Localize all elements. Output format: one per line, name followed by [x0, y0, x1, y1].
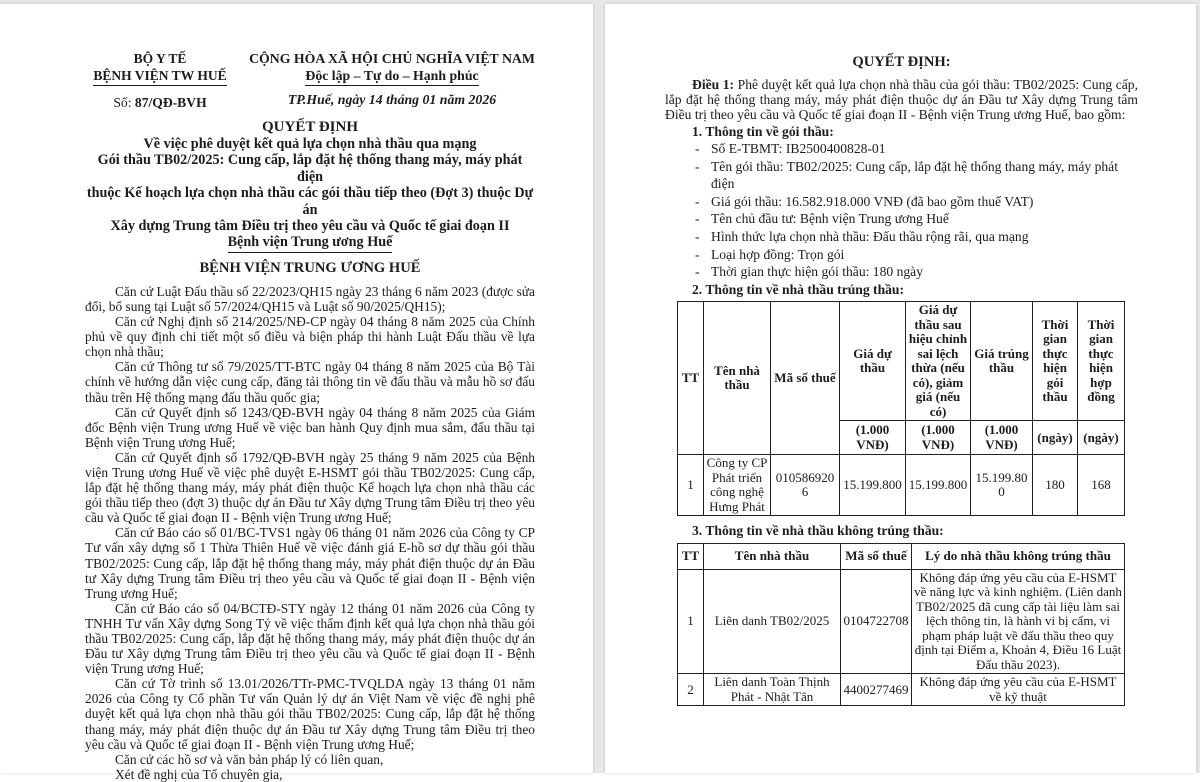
place-date: TP.Huế, ngày 14 tháng 01 năm 2026	[287, 92, 497, 107]
table-cell: Liên danh TB02/2025	[704, 569, 841, 674]
section-2-heading: 2. Thông tin về nhà thầu trúng thầu:	[692, 281, 905, 297]
list-item-text: Loại hợp đồng: Trọn gói	[711, 246, 845, 262]
decision-subtitle-line: Bệnh viện Trung ương Huế	[85, 234, 535, 252]
package-info-list	[665, 140, 1138, 281]
table-cell: 0105869206	[771, 455, 840, 516]
list-item-text: Hình thức lựa chọn nhà thầu: Đấu thầu rộng rãi, qua mạng	[711, 229, 1029, 245]
table-cell: 1	[678, 569, 704, 674]
list-item-text: Thời gian thực hiện gói thầu: 180 ngày	[711, 264, 924, 280]
table-cell: 0104722708	[841, 569, 912, 674]
table-header-cell: Giá dự thầu sau hiệu chỉnh sai lệch thừa (nếu có), giảm giá (nếu có)	[906, 302, 971, 421]
table-header-cell: TT	[678, 302, 704, 455]
ministry-name: BỘ Y TẾ	[133, 51, 187, 66]
table-cell: 4400277469	[841, 674, 912, 706]
list-item	[695, 263, 1138, 281]
table-cell: 1	[678, 455, 704, 516]
legal-basis-paragraph: Căn cứ Nghị định số 214/2025/NĐ-CP ngày 04 tháng 8 năm 2025 của Chính phủ về quy định chi tiết một số điều và biện pháp thi hành Luật Đấu thầu về lựa chọn nhà thầu;	[85, 314, 535, 360]
table-header-cell: Thời gian thực hiện gói thầu	[1033, 302, 1078, 421]
table-header-cell: Mã số thuế	[841, 543, 912, 569]
issuer-block	[85, 50, 235, 111]
legal-basis-section	[85, 284, 535, 782]
legal-basis-paragraph: Căn cứ các hồ sơ và văn bản pháp lý có liên quan,	[115, 751, 384, 767]
legal-basis-paragraph: Căn cứ Báo cáo số 01/BC-TVS1 ngày 06 tháng 01 năm 2026 của Công ty CP Tư vấn xây dựng số 1 Thừa Thiên Huế về việc đánh giá E-hồ sơ dự thầu gói thầu TB02/2025: Cung cấp, lắp đặt hệ thống thang máy, máy phát điện thuộc dự án Đầu tư Xây dựng Trung tâm Điều trị theo yêu cầu và Quốc tế giai đoạn II - Bệnh viện Trung ương Huế;	[85, 525, 535, 601]
table-cell: Công ty CP Phát triển công nghệ Hưng Phát	[704, 455, 771, 516]
list-item-text: Tên gói thầu: TB02/2025: Cung cấp, lắp đặt hệ thống thang máy, máy phát điện	[711, 158, 1118, 192]
list-item	[695, 228, 1138, 246]
decision-subtitle-line: Gói thầu TB02/2025: Cung cấp, lắp đặt hệ thống thang máy, máy phát điện	[97, 152, 523, 185]
legal-basis-paragraph: Căn cứ Thông tư số 79/2025/TT-BTC ngày 04 tháng 8 năm 2025 của Bộ Tài chính về hướng dẫn việc cung cấp, đăng tải thông tin về đấu thầu và mẫu hồ sơ đấu thầu trên Hệ thống mạng đấu thầu quốc gia;	[85, 359, 535, 405]
legal-basis-paragraph: Căn cứ Quyết định số 1792/QĐ-BVH ngày 25 tháng 9 năm 2025 của Bệnh viện Trung ương Huế về việc phê duyệt E-HSMT gói thầu TB02/2025: Cung cấp, lắp đặt hệ thống thang máy, máy phát điện thuộc Kế hoạch lựa chọn nhà thầu các gói thầu tiếp theo (đợt 3) thuộc dự án Đầu tư Xây dựng Trung tâm Điều trị theo yêu cầu và Quốc tế giai đoạn II - Bệnh viện Trung ương Huế;	[85, 449, 535, 526]
table-header-cell: Thời gian thực hiện hợp đồng	[1078, 302, 1125, 421]
table-cell: Không đáp ứng yêu cầu của E-HSMT về năng lực và kinh nghiệm. (Liên danh TB02/2025 đã cung cấp tài liệu làm sai lệch thông tin, là hành vi bị cấm, vi phạm pháp luật về đấu thầu theo quy định tại Điểm a, Khoản 4, Điều 16 Luật Đấu thầu 2023).	[912, 569, 1125, 674]
dash-bullet: -	[695, 246, 700, 262]
doc-number: Số: 87/QĐ-BVH	[113, 95, 207, 110]
list-item-text: Số E-TBMT: IB2500400828-01	[711, 141, 886, 157]
dash-bullet: -	[695, 158, 700, 174]
table-unit-cell: (1.000 VNĐ)	[906, 421, 971, 455]
legal-basis-paragraph: Căn cứ Luật Đấu thầu số 22/2023/QH15 ngày 23 tháng 6 năm 2023 (được sửa đổi, bổ sung tại Luật số 57/2024/QH15 và Luật số 90/2025/QH15);	[85, 283, 535, 314]
national-motto: Độc lập – Tự do – Hạnh phúc	[249, 67, 535, 86]
issuer-name: BỆNH VIỆN TRUNG ƯƠNG HUẾ	[199, 259, 421, 276]
legal-basis-paragraph: Căn cứ Quyết định số 1243/QĐ-BVH ngày 04 tháng 8 năm 2025 của Giám đốc Bệnh viện Trung ương Huế về việc ban hành Quy định mua sắm, đấu thầu tại Bệnh viện Trung ương Huế;	[85, 404, 535, 450]
list-item-text: Tên chủ đầu tư: Bệnh viện Trung ương Huế	[711, 211, 949, 227]
decision-subtitle-line: Về việc phê duyệt kết quả lựa chọn nhà thầu qua mạng	[143, 136, 477, 152]
dash-bullet: -	[695, 264, 700, 280]
article-1-label: Điều 1:	[692, 77, 735, 92]
table-unit-cell: (ngày)	[1078, 421, 1125, 455]
decision-body	[665, 77, 1138, 706]
table-cell: Liên danh Toàn Thịnh Phát - Nhật Tân	[704, 674, 841, 706]
table-cell: 180	[1033, 455, 1078, 516]
table-header-cell: Giá dự thầu	[840, 302, 906, 421]
decision-subtitle-line: Xây dựng Trung tâm Điều trị theo yêu cầu và Quốc tế giai đoạn II	[110, 218, 510, 235]
section-3-heading: 3. Thông tin về nhà thầu không trúng thầu:	[692, 523, 944, 539]
table-cell: 15.199.800	[906, 455, 971, 516]
table-header-cell: TT	[678, 543, 704, 569]
table-cell: 168	[1078, 455, 1125, 516]
table-cell: 15.199.800	[971, 455, 1033, 516]
list-item	[695, 140, 1138, 158]
article-1	[665, 77, 1138, 123]
dash-bullet: -	[695, 141, 700, 157]
table-cell: Không đáp ứng yêu cầu của E-HSMT về kỹ thuật	[912, 674, 1125, 706]
dash-bullet: -	[695, 211, 700, 227]
document-header	[85, 50, 535, 111]
legal-basis-paragraph: Căn cứ Tờ trình số 13.01/2026/TTr-PMC-TVQLDA ngày 13 tháng 01 năm 2026 của Công ty Cổ phần Tư vấn Quản lý dự án Việt Nam về việc đề nghị phê duyệt kết quả lựa chọn nhà thầu gói thầu TB02/2025: Cung cấp, lắp đặt hệ thống thang máy, máy phát điện thuộc dự án Đầu tư Xây dựng Trung tâm Điều trị theo yêu cầu và Quốc tế giai đoạn II - Bệnh viện Trung ương Huế;	[85, 676, 535, 752]
table-header-cell: Tên nhà thầu	[704, 302, 771, 455]
table-header-cell: Tên nhà thầu	[704, 543, 841, 569]
legal-basis-paragraph: Căn cứ Báo cáo số 04/BCTĐ-STY ngày 12 tháng 01 năm 2026 của Công ty TNHH Tư vấn Xây dựng Song Tý về việc thẩm định kết quả lựa chọn nhà thầu gói thầu TB02/2025: Cung cấp, lắp đặt hệ thống thang máy, máy phát điện thuộc dự án Đầu tư Xây dựng Trung tâm Điều trị theo yêu cầu và Quốc tế giai đoạn II - Bệnh viện Trung ương Huế;	[85, 600, 535, 677]
decision-title-block	[85, 119, 535, 277]
table-row	[678, 569, 1125, 674]
section-1-heading: 1. Thông tin về gói thầu:	[692, 123, 834, 139]
table-cell: 15.199.800	[840, 455, 906, 516]
table-unit-cell: (1.000 VNĐ)	[971, 421, 1033, 455]
article-1-text: Phê duyệt kết quả lựa chọn nhà thầu của gói thầu: TB02/2025: Cung cấp, lắp đặt hệ thống thang máy, máy phát điện thuộc dự án Đầu tư Xây dựng Trung tâm Điều trị theo yêu cầu và Quốc tế giai đoạn II - Bệnh viện Trung ương Huế, bao gồm:	[665, 77, 1138, 123]
list-item	[695, 158, 1138, 193]
national-header	[235, 50, 535, 111]
list-item-text: Giá gói thầu: 16.582.918.000 VNĐ (đã bao gồm thuế VAT)	[711, 193, 1034, 209]
list-item	[695, 210, 1138, 228]
table-header-cell: Mã số thuế	[771, 302, 840, 455]
dash-bullet: -	[695, 193, 700, 209]
hospital-name: BỆNH VIỆN TW HUẾ	[85, 67, 235, 86]
table-header-row	[678, 543, 1125, 569]
page-right	[605, 4, 1196, 773]
table-header-cell: Lý do nhà thầu không trúng thầu	[912, 543, 1125, 569]
page-left	[0, 4, 593, 782]
dash-bullet: -	[695, 229, 700, 245]
decision-subtitle-line: thuộc Kế hoạch lựa chọn nhà thầu các gói thầu tiếp theo (Đợt 3) thuộc Dự án	[86, 185, 534, 218]
list-item	[695, 193, 1138, 211]
winning-bidder-table	[677, 301, 1125, 516]
table-header-row	[678, 302, 1125, 421]
losing-bidder-table	[677, 543, 1125, 707]
table-cell: 2	[678, 674, 704, 706]
table-row	[678, 455, 1125, 516]
list-item	[695, 246, 1138, 264]
legal-basis-paragraph: Xét đề nghị của Tổ chuyên gia,	[115, 766, 283, 782]
table-row	[678, 674, 1125, 706]
table-header-cell: Giá trúng thầu	[971, 302, 1033, 421]
decision-heading: QUYẾT ĐỊNH:	[852, 54, 951, 70]
decision-title: QUYẾT ĐỊNH	[262, 119, 358, 135]
table-unit-cell: (ngày)	[1033, 421, 1078, 455]
table-unit-cell: (1.000 VNĐ)	[840, 421, 906, 455]
national-title: CỘNG HÒA XÃ HỘI CHỦ NGHĨA VIỆT NAM	[249, 51, 535, 66]
